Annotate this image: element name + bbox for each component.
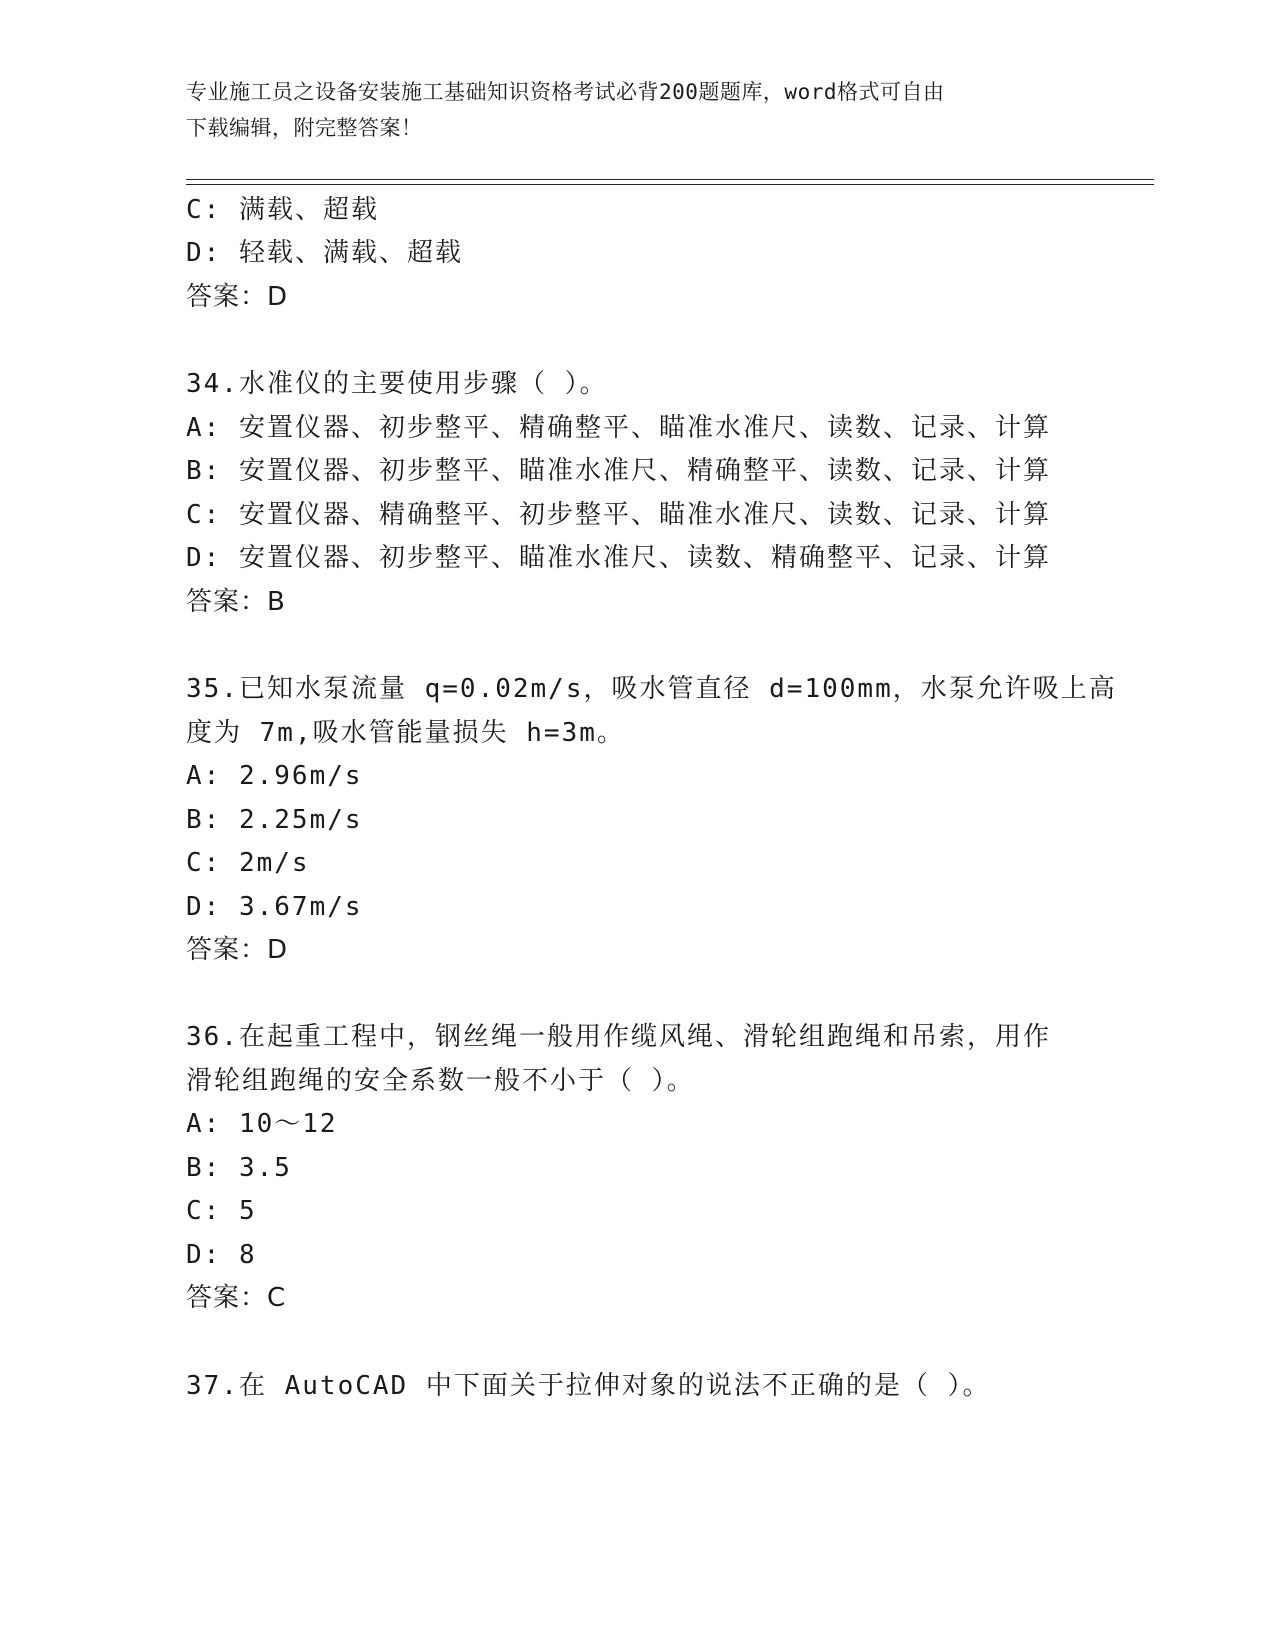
q34-option-c: C: 安置仪器、精确整平、初步整平、瞄准水准尺、读数、记录、计算 [186, 500, 1051, 530]
header-divider-top [186, 179, 1154, 180]
q35-option-d: D: 3.67m/s [186, 892, 363, 922]
q35-stem-line-2: 度为 7m,吸水管能量损失 h=3m。 [186, 718, 625, 748]
q33-answer: 答案：D [186, 282, 289, 312]
header-divider-bottom [186, 184, 1154, 185]
q34-answer: 答案：B [186, 587, 286, 617]
q35-option-b: B: 2.25m/s [186, 805, 363, 835]
q36-option-b: B: 3.5 [186, 1153, 292, 1183]
q35-stem-line-1: 35.已知水泵流量 q=0.02m/s，吸水管直径 d=100mm，水泵允许吸上高 [186, 674, 1117, 704]
q36-stem-line-2: 滑轮组跑绳的安全系数一般不小于（ ）。 [186, 1066, 695, 1096]
q37-stem: 37.在 AutoCAD 中下面关于拉伸对象的说法不正确的是（ ）。 [186, 1371, 991, 1401]
q35-option-c: C: 2m/s [186, 848, 310, 878]
q36-option-d: D: 8 [186, 1240, 257, 1270]
q34-option-d: D: 安置仪器、初步整平、瞄准水准尺、读数、精确整平、记录、计算 [186, 543, 1051, 573]
q33-option-c: C: 满载、超载 [186, 195, 379, 225]
q35-option-a: A: 2.96m/s [186, 761, 363, 791]
header-title-line-2: 下载编辑，附完整答案！ [186, 116, 423, 140]
q34-option-a: A: 安置仪器、初步整平、精确整平、瞄准水准尺、读数、记录、计算 [186, 413, 1051, 443]
q34-option-b: B: 安置仪器、初步整平、瞄准水准尺、精确整平、读数、记录、计算 [186, 456, 1051, 486]
q36-option-a: A: 10～12 [186, 1109, 338, 1139]
q36-stem-line-1: 36.在起重工程中，钢丝绳一般用作缆风绳、滑轮组跑绳和吊索，用作 [186, 1022, 1051, 1052]
document-header [186, 74, 1066, 146]
q34-stem: 34.水准仪的主要使用步骤（ ）。 [186, 369, 608, 399]
q33-option-d: D: 轻载、满载、超载 [186, 238, 463, 268]
header-title-line-1: 专业施工员之设备安装施工基础知识资格考试必背200题题库，word格式可自由 [186, 80, 945, 104]
q35-answer: 答案：D [186, 935, 289, 965]
q36-answer: 答案：C [186, 1283, 287, 1313]
q36-option-c: C: 5 [186, 1196, 257, 1226]
